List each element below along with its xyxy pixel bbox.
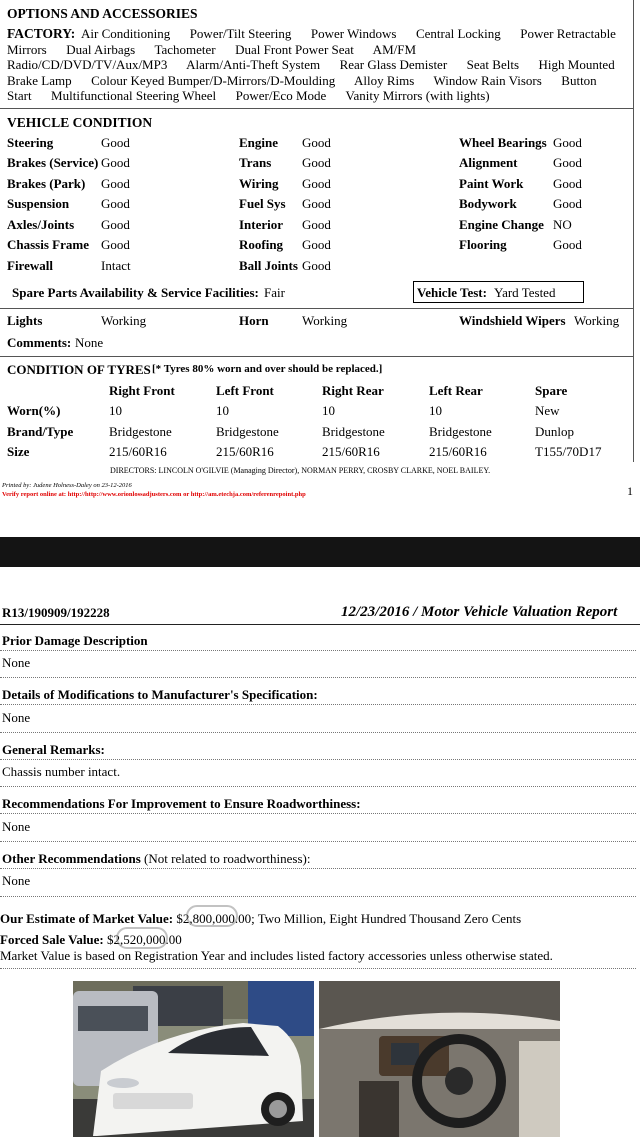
header-rule	[0, 624, 640, 625]
condition-label: Brakes (Service)	[7, 155, 99, 170]
tyre-cell: 10	[322, 403, 335, 418]
section-title: Other Recommendations	[2, 851, 141, 866]
options-line: Start Multifunctional Steering Wheel Power/Eco Mode Vanity Mirrors (with lights)	[7, 88, 490, 103]
spare-parts-label: Spare Parts Availability & Service Facilities:	[12, 285, 259, 300]
dotted-rule	[0, 786, 636, 787]
condition-label: Axles/Joints	[7, 217, 75, 232]
condition-value: NO	[553, 217, 572, 232]
wipers-label: Windshield Wipers	[459, 313, 566, 328]
condition-value: Good	[553, 155, 582, 170]
divider	[0, 108, 634, 109]
condition-value: Good	[101, 217, 130, 232]
verify-link[interactable]: Verify report online at: http://http://www.orionlossadjusters.com or http://am.etechja.com/referenrepoint.php	[2, 491, 306, 498]
dotted-rule	[0, 841, 636, 842]
divider	[0, 356, 634, 357]
forced-sale-label: Forced Sale Value:	[0, 932, 104, 947]
tyre-cell: Bridgestone	[109, 424, 172, 439]
condition-value: Good	[101, 155, 130, 170]
condition-value: Good	[101, 135, 130, 150]
horn-label: Horn	[239, 313, 269, 328]
tyre-cell: New	[535, 403, 560, 418]
tyre-cell: 10	[109, 403, 122, 418]
options-title: OPTIONS AND ACCESSORIES	[7, 6, 198, 21]
condition-value: Good	[101, 196, 130, 211]
dotted-rule	[0, 677, 636, 678]
comments-label: Comments:	[7, 335, 72, 350]
condition-value: Good	[302, 217, 331, 232]
dotted-rule	[0, 650, 636, 651]
market-value-label: Our Estimate of Market Value:	[0, 911, 174, 926]
lights-value: Working	[101, 313, 147, 328]
condition-title: VEHICLE CONDITION	[7, 115, 153, 130]
tyre-cell: 215/60R16	[216, 444, 274, 459]
condition-label: Bodywork	[459, 196, 517, 211]
market-value: $2,800,000.00; Two Million, Eight Hundred Thousand Zero Cents	[176, 911, 522, 926]
divider	[0, 308, 634, 309]
tyre-cell: T155/70D17	[535, 444, 602, 459]
tyre-cell: 10	[216, 403, 229, 418]
condition-value: Good	[302, 155, 331, 170]
page-number: 1	[627, 484, 633, 498]
section-body: None	[2, 710, 31, 725]
options-line: Radio/CD/DVD/TV/Aux/MP3 Alarm/Anti-Theft System Rear Glass Demister Seat Belts High Mounted	[7, 57, 615, 72]
vehicle-test-label: Vehicle Test:	[417, 285, 487, 300]
condition-value: Good	[553, 237, 582, 252]
dotted-rule	[0, 868, 636, 869]
condition-value: Good	[302, 135, 331, 150]
tyre-cell: 215/60R16	[322, 444, 380, 459]
condition-label: Trans	[239, 155, 272, 170]
dotted-rule	[0, 732, 636, 733]
dotted-rule	[0, 813, 636, 814]
tyre-header: Right Front	[109, 383, 175, 398]
tyres-note: [* Tyres 80% worn and over should be replaced.]	[152, 363, 383, 375]
section-body: Chassis number intact.	[2, 764, 121, 779]
condition-label: Alignment	[459, 155, 518, 170]
condition-label: Chassis Frame	[7, 237, 89, 252]
condition-label: Wiring	[239, 176, 279, 191]
horn-value: Working	[302, 313, 348, 328]
vehicle-test-value: Yard Tested	[494, 285, 556, 300]
vehicle-exterior-photo	[73, 981, 314, 1137]
comments-value: None	[75, 335, 104, 350]
section-body: None	[2, 873, 31, 888]
directors-line: DIRECTORS: LINCOLN O'GILVIE (Managing Director), NORMAN PERRY, CROSBY CLARKE, NOEL BAILEY.	[110, 466, 491, 475]
condition-label: Suspension	[7, 196, 70, 211]
tyre-row-label: Worn(%)	[7, 403, 61, 418]
condition-value: Good	[302, 196, 331, 211]
section-body: None	[2, 655, 31, 670]
tyre-cell: 215/60R16	[429, 444, 487, 459]
wipers-value: Working	[574, 313, 620, 328]
vehicle-interior-photo	[319, 981, 560, 1137]
tyre-header: Right Rear	[322, 383, 384, 398]
condition-label: Engine	[239, 135, 279, 150]
condition-label: Flooring	[459, 237, 507, 252]
options-line: Brake Lamp Colour Keyed Bumper/D-Mirrors/D-Moulding Alloy Rims Window Rain Visors Button	[7, 73, 597, 88]
condition-value: Intact	[101, 258, 131, 273]
tyre-header: Left Front	[216, 383, 274, 398]
condition-value: Good	[101, 176, 130, 191]
lights-label: Lights	[7, 313, 43, 328]
dotted-rule	[0, 968, 636, 969]
report-reference: R13/190909/192228	[2, 605, 110, 620]
section-body: None	[2, 819, 31, 834]
tyre-cell: Bridgestone	[216, 424, 279, 439]
tyre-header: Left Rear	[429, 383, 483, 398]
tyre-header: Spare	[535, 383, 568, 398]
tyre-cell: Bridgestone	[322, 424, 385, 439]
tyre-cell: 215/60R16	[109, 444, 167, 459]
forced-sale-value: $2,520,000.00	[107, 932, 182, 947]
condition-value: Good	[302, 258, 331, 273]
watermark-stamp	[116, 927, 168, 949]
condition-value: Good	[101, 237, 130, 252]
page-break-band	[0, 537, 640, 567]
tyre-cell: Bridgestone	[429, 424, 492, 439]
watermark-stamp	[186, 905, 238, 927]
condition-label: Interior	[239, 217, 284, 232]
report-heading: 12/23/2016 / Motor Vehicle Valuation Report	[341, 604, 618, 620]
printed-by: Printed by: Judene Holness-Daley on 23-12-2016	[2, 482, 132, 489]
dotted-rule	[0, 896, 636, 897]
condition-label: Firewall	[7, 258, 53, 273]
options-line: Mirrors Dual Airbags Tachometer Dual Front Power Seat AM/FM	[7, 42, 417, 57]
condition-value: Good	[302, 237, 331, 252]
condition-label: Paint Work	[459, 176, 524, 191]
tyre-row-label: Brand/Type	[7, 424, 74, 439]
section-title: Details of Modifications to Manufacturer's Specification:	[2, 687, 318, 702]
condition-value: Good	[302, 176, 331, 191]
dotted-rule	[0, 704, 636, 705]
section-title: Recommendations For Improvement to Ensure Roadworthiness:	[2, 796, 361, 811]
condition-label: Ball Joints	[239, 258, 298, 273]
condition-label: Roofing	[239, 237, 284, 252]
valuation-note: Market Value is based on Registration Year and includes listed factory accessories unless otherwise stated.	[0, 948, 553, 963]
condition-label: Engine Change	[459, 217, 544, 232]
tyre-row-label: Size	[7, 444, 30, 459]
section-title-extra: (Not related to roadworthiness):	[144, 851, 311, 866]
section-title-row	[2, 851, 310, 867]
condition-label: Steering	[7, 135, 54, 150]
options-line: Air Conditioning Power/Tilt Steering Power Windows Central Locking Power Retractable	[81, 26, 616, 41]
section-title: Prior Damage Description	[2, 633, 148, 648]
tyres-title: CONDITION OF TYRES	[7, 362, 151, 377]
condition-value: Good	[553, 135, 582, 150]
condition-value: Good	[553, 176, 582, 191]
tyre-cell: 10	[429, 403, 442, 418]
condition-label: Wheel Bearings	[459, 135, 547, 150]
condition-value: Good	[553, 196, 582, 211]
spare-parts-value: Fair	[264, 285, 285, 300]
condition-label: Fuel Sys	[239, 196, 286, 211]
tyre-cell: Dunlop	[535, 424, 574, 439]
condition-label: Brakes (Park)	[7, 176, 86, 191]
market-value-row	[0, 911, 521, 927]
section-title: General Remarks:	[2, 742, 105, 757]
factory-label: FACTORY:	[7, 26, 76, 41]
right-border	[633, 0, 634, 462]
dotted-rule	[0, 759, 636, 760]
